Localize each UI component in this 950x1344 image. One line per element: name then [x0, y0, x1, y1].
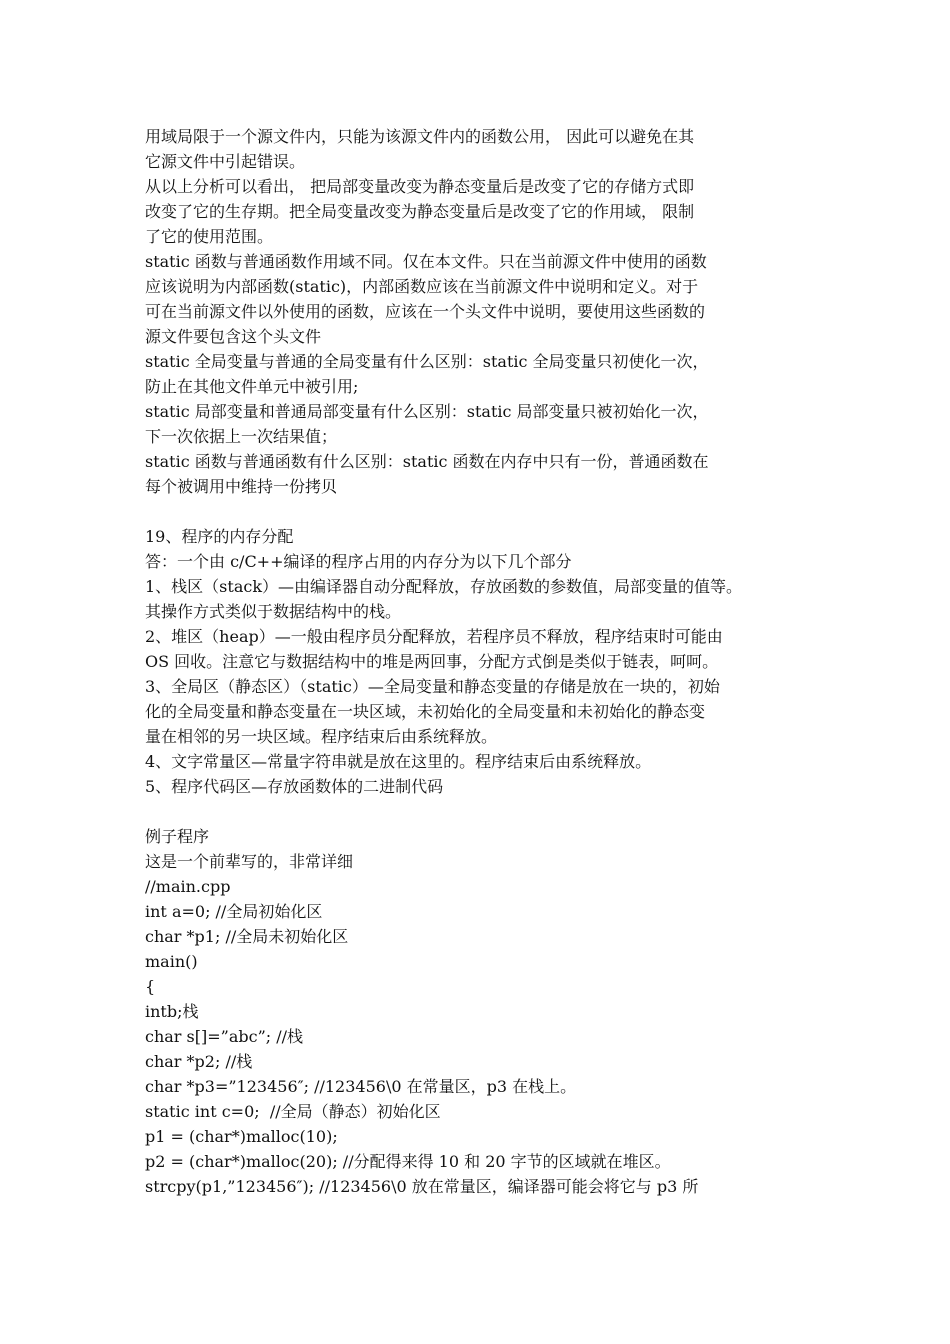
- text-line: char *p1; //全局未初始化区: [145, 927, 349, 946]
- text-line: 从以上分析可以看出， 把局部变量改变为静态变量后是改变了它的存储方式即: [145, 177, 695, 196]
- text-line: 它源文件中引起错误。: [145, 152, 306, 171]
- text-line: OS 回收。注意它与数据结构中的堆是两回事，分配方式倒是类似于链表，呵呵。: [145, 652, 719, 671]
- text-line: static int c=0; //全局（静态）初始化区: [145, 1102, 441, 1121]
- text-line: p1 = (char*)malloc(10);: [145, 1127, 338, 1146]
- text-line: 19、程序的内存分配: [145, 527, 294, 546]
- text-line: static 局部变量和普通局部变量有什么区别：static 局部变量只被初始化一次，: [145, 402, 709, 421]
- text-line: static 函数与普通函数有什么区别：static 函数在内存中只有一份，普通函数在: [145, 452, 709, 471]
- text-line: 2、堆区（heap）—一般由程序员分配释放，若程序员不释放，程序结束时可能由: [145, 627, 723, 646]
- text-line: int a=0; //全局初始化区: [145, 902, 323, 921]
- text-line: 用域局限于一个源文件内，只能为该源文件内的函数公用， 因此可以避免在其: [145, 127, 695, 146]
- text-line: 可在当前源文件以外使用的函数，应该在一个头文件中说明，要使用这些函数的: [145, 302, 706, 321]
- text-line: intb;栈: [145, 1002, 199, 1021]
- text-line: {: [145, 977, 156, 996]
- text-line: 这是一个前辈写的，非常详细: [145, 852, 354, 871]
- text-line: char *p2; //栈: [145, 1052, 253, 1071]
- text-line: 1、栈区（stack）—由编译器自动分配释放，存放函数的参数值，局部变量的值等。: [145, 577, 743, 596]
- text-line: 源文件要包含这个头文件: [145, 327, 322, 346]
- text-line: 改变了它的生存期。把全局变量改变为静态变量后是改变了它的作用域， 限制: [145, 202, 695, 221]
- text-line: //main.cpp: [145, 877, 231, 896]
- blank-line: [145, 499, 815, 524]
- text-line: static 函数与普通函数作用域不同。仅在本文件。只在当前源文件中使用的函数: [145, 252, 707, 271]
- text-line: 量在相邻的另一块区域。程序结束后由系统释放。: [145, 727, 498, 746]
- text-line: 防止在其他文件单元中被引用;: [145, 377, 359, 396]
- text-line: 其操作方式类似于数据结构中的栈。: [145, 602, 402, 621]
- text-line: 应该说明为内部函数(static)，内部函数应该在当前源文件中说明和定义。对于: [145, 277, 699, 296]
- text-line: 3、全局区（静态区）（static）—全局变量和静态变量的存储是放在一块的，初始: [145, 677, 720, 696]
- text-line: 4、文字常量区—常量字符串就是放在这里的。程序结束后由系统释放。: [145, 752, 652, 771]
- text-line: char s[]=”abc”; //栈: [145, 1027, 304, 1046]
- text-line: 答：一个由 c/C++编译的程序占用的内存分为以下几个部分: [145, 552, 572, 571]
- text-line: static 全局变量与普通的全局变量有什么区别：static 全局变量只初使化一次，: [145, 352, 709, 371]
- text-line: 每个被调用中维持一份拷贝: [145, 477, 338, 496]
- text-line: char *p3=”123456″; //123456\0 在常量区，p3 在栈上。: [145, 1077, 577, 1096]
- text-line: 了它的使用范围。: [145, 227, 274, 246]
- document-body: [145, 124, 815, 1199]
- blank-line: [145, 799, 815, 824]
- text-line: strcpy(p1,”123456″); //123456\0 放在常量区，编译器可能会将它与 p3 所: [145, 1177, 699, 1196]
- text-line: 下一次依据上一次结果值；: [145, 427, 338, 446]
- text-line: 例子程序: [145, 827, 210, 846]
- text-line: 化的全局变量和静态变量在一块区域，未初始化的全局变量和未初始化的静态变: [145, 702, 706, 721]
- text-line: main(): [145, 952, 198, 971]
- text-line: 5、程序代码区—存放函数体的二进制代码: [145, 777, 444, 796]
- text-line: p2 = (char*)malloc(20); //分配得来得 10 和 20 字节的区域就在堆区。: [145, 1152, 671, 1171]
